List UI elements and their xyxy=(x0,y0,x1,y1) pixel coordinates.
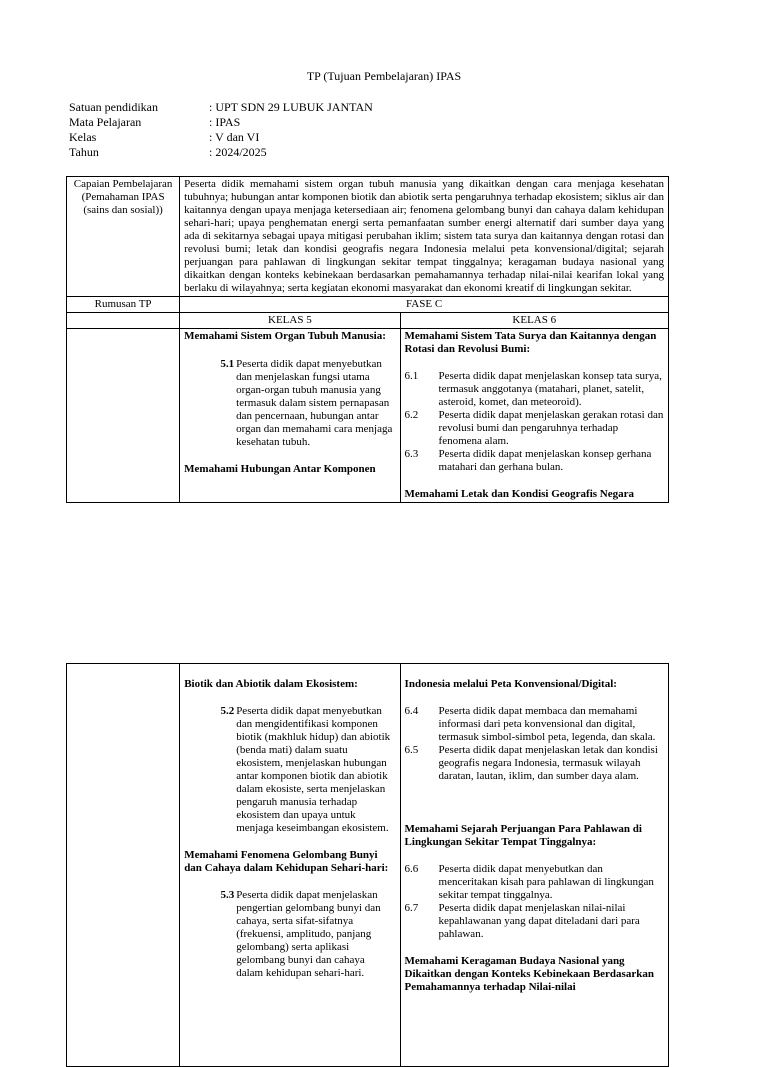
document-title: TP (Tujuan Pembelajaran) IPAS xyxy=(306,69,462,83)
section-heading: Biotik dan Abiotik dalam Ekosistem: xyxy=(184,678,358,690)
info-value: : UPT SDN 29 LUBUK JANTAN xyxy=(209,100,373,114)
rumusan-label: Rumusan TP xyxy=(67,297,180,313)
info-block xyxy=(69,100,373,160)
tp-item-5-1 xyxy=(184,358,395,449)
tp-item-6-1 xyxy=(405,370,664,409)
item-text: Peserta didik dapat menjelaskan gerakan rotasi dan revolusi bumi dan pengaruhnya terhadap fenomena alam. xyxy=(438,409,664,447)
info-row-kelas xyxy=(69,130,373,145)
info-value: : V dan VI xyxy=(209,130,260,144)
cp-label-line: (Pemahaman IPAS xyxy=(81,191,165,203)
empty-cell xyxy=(67,329,180,503)
item-number: 5.1 xyxy=(220,358,235,370)
kelas6-content-cell xyxy=(400,329,668,503)
tp-item-6-3 xyxy=(405,448,664,474)
item-number: 6.2 xyxy=(404,409,419,421)
item-number: 6.6 xyxy=(404,863,419,875)
tp-table-page2 xyxy=(66,663,669,1067)
item-number: 6.3 xyxy=(404,448,419,460)
cp-text-cell: Peserta didik memahami sistem organ tubuh manusia yang dikaitkan dengan cara menjaga kesehatan tubuhnya; hubungan antar komponen biotik dan abiotik serta pengaruhnya terhadap ekosistem; siklus air dan kaitannya dengan upaya menjaga ketersediaan air; fenomena gelombang bunyi dan cahaya dalam kehidupan sehari-hari; upaya penghematan energi serta pemanfaatan sumber energi alternatif dari sumber daya yang ada di sekitarnya sebagai upaya mitigasi perubahan iklim; sistem tata surya dan kaitannya dengan rotasi dan revolusi bumi; letak dan kondisi geografis negara Indonesia melalui peta konvensional/digital; sejarah perjuangan para pahlawan di lingkungan sekitar tempat tinggalnya; keragaman budaya nasional yang dikaitkan dengan konteks kebinekaan berdasarkan pemahamannya terhadap nilai-nilai kearifan lokal yang berlaku di wilayahnya; serta kegiatan ekonomi masyarakat dan ekonomi kreatif di lingkungan sekitar. xyxy=(180,177,669,297)
item-text: Peserta didik dapat menyebutkan dan menceritakan kisah para pahlawan di lingkungan sekitar tempat tinggalnya. xyxy=(438,863,654,901)
section-heading: Indonesia melalui Peta Konvensional/Digital: xyxy=(404,678,617,690)
rumusan-row xyxy=(67,297,669,313)
section-heading: Memahami Keragaman Budaya Nasional yang Dikaitkan dengan Konteks Kebinekaan Berdasarkan Pemahamannya terhadap Nilai-nilai xyxy=(404,955,654,993)
content-row xyxy=(67,329,669,503)
item-number: 6.4 xyxy=(404,705,419,717)
tp-list-6 xyxy=(405,370,664,474)
kelas5-content-cell xyxy=(180,329,400,503)
info-value: : 2024/2025 xyxy=(209,145,267,159)
section-heading: Memahami Sistem Organ Tubuh Manusia: xyxy=(184,330,386,342)
kelas-header-row xyxy=(67,313,669,329)
item-text: Peserta didik dapat menjelaskan konsep tata surya, termasuk anggotanya (matahari, planet, satelit, asteroid, komet, dan meteoroid). xyxy=(438,370,662,408)
section-heading: Memahami Sejarah Perjuangan Para Pahlawan di Lingkungan Sekitar Tempat Tinggalnya: xyxy=(404,823,642,848)
section-heading: Memahami Hubungan Antar Komponen xyxy=(184,463,376,475)
tp-item-5-2 xyxy=(184,705,395,835)
section-heading: Memahami Letak dan Kondisi Geografis Negara xyxy=(404,488,634,500)
kelas6-header: KELAS 6 xyxy=(400,313,668,329)
kelas5-header: KELAS 5 xyxy=(180,313,400,329)
cp-label-line: (sains dan sosial)) xyxy=(83,204,163,216)
tp-item-6-4 xyxy=(405,705,664,744)
tp-item-6-7 xyxy=(405,902,664,941)
section-heading: Memahami Fenomena Gelombang Bunyi dan Cahaya dalam Kehidupan Sehari-hari: xyxy=(184,849,389,874)
item-text: Peserta didik dapat menjelaskan konsep gerhana matahari dan gerhana bulan. xyxy=(438,448,652,473)
item-number: 6.1 xyxy=(404,370,419,382)
info-label: Mata Pelajaran xyxy=(69,115,142,129)
tp-item-6-2 xyxy=(405,409,664,448)
item-text: Peserta didik dapat menyebutkan dan menjelaskan fungsi utama organ-organ tubuh manusia yang termasuk dalam sistem pernapasan dan pencernaan, hubungan antar organ dan memahami cara menjaga kesehatan tubuh. xyxy=(236,358,393,448)
item-text: Peserta didik dapat membaca dan memahami informasi dari peta konvensional dan digital, termasuk simbol-simbol peta, legenda, dan skala. xyxy=(438,705,656,743)
tp-list-6 xyxy=(405,863,664,941)
section-heading: Memahami Sistem Tata Surya dan Kaitannya dengan Rotasi dan Revolusi Bumi: xyxy=(404,330,657,355)
info-label: Tahun xyxy=(69,145,99,159)
tp-item-6-6 xyxy=(405,863,664,902)
kelas5-content-cell xyxy=(180,664,400,1067)
tp-table-page1 xyxy=(66,176,669,503)
item-text: Peserta didik dapat menjelaskan letak dan kondisi geografis negara Indonesia, termasuk wilayah daratan, lautan, iklim, dan sumber daya alam. xyxy=(438,744,658,782)
fase-label: FASE C xyxy=(180,297,669,313)
tp-item-5-3 xyxy=(184,889,395,980)
cp-row xyxy=(67,177,669,297)
content-row xyxy=(67,664,669,1067)
cp-label-line: Capaian Pembelajaran xyxy=(73,178,173,190)
info-row-satuan xyxy=(69,100,373,115)
item-number: 6.5 xyxy=(404,744,419,756)
empty-cell xyxy=(67,664,180,1067)
cp-label-cell xyxy=(67,177,180,297)
tp-list-6 xyxy=(405,705,664,783)
item-number: 5.2 xyxy=(220,705,235,717)
tp-item-6-5 xyxy=(405,744,664,783)
info-label: Satuan pendidikan xyxy=(69,100,158,114)
kelas6-content-cell xyxy=(400,664,668,1067)
item-text: Peserta didik dapat menjelaskan nilai-nilai kepahlawanan yang dapat diteladani dari para pahlawan. xyxy=(438,902,640,940)
info-label: Kelas xyxy=(69,130,97,144)
info-row-tahun xyxy=(69,145,373,160)
info-row-mapel xyxy=(69,115,373,130)
item-text: Peserta didik dapat menyebutkan dan mengidentifikasi komponen biotik (makhluk hidup) dan abiotik (benda mati) dalam suatu ekosistem, menjelaskan hubungan antar komponen biotik dan abiotik dalam ekosiste, serta menjelaskan pengaruh manusia terhadap ekosistem dan upaya untuk menjaga keseimbangan ekosistem. xyxy=(236,705,391,834)
empty-cell xyxy=(67,313,180,329)
item-number: 5.3 xyxy=(220,889,235,901)
info-value: : IPAS xyxy=(209,115,241,129)
item-text: Peserta didik dapat menjelaskan pengertian gelombang bunyi dan cahaya, serta sifat-sifatnya (frekuensi, amplitudo, panjang gelombang) serta aplikasi gelombang bunyi dan cahaya dalam kehidupan sehari-hari. xyxy=(236,889,381,979)
item-number: 6.7 xyxy=(404,902,419,914)
